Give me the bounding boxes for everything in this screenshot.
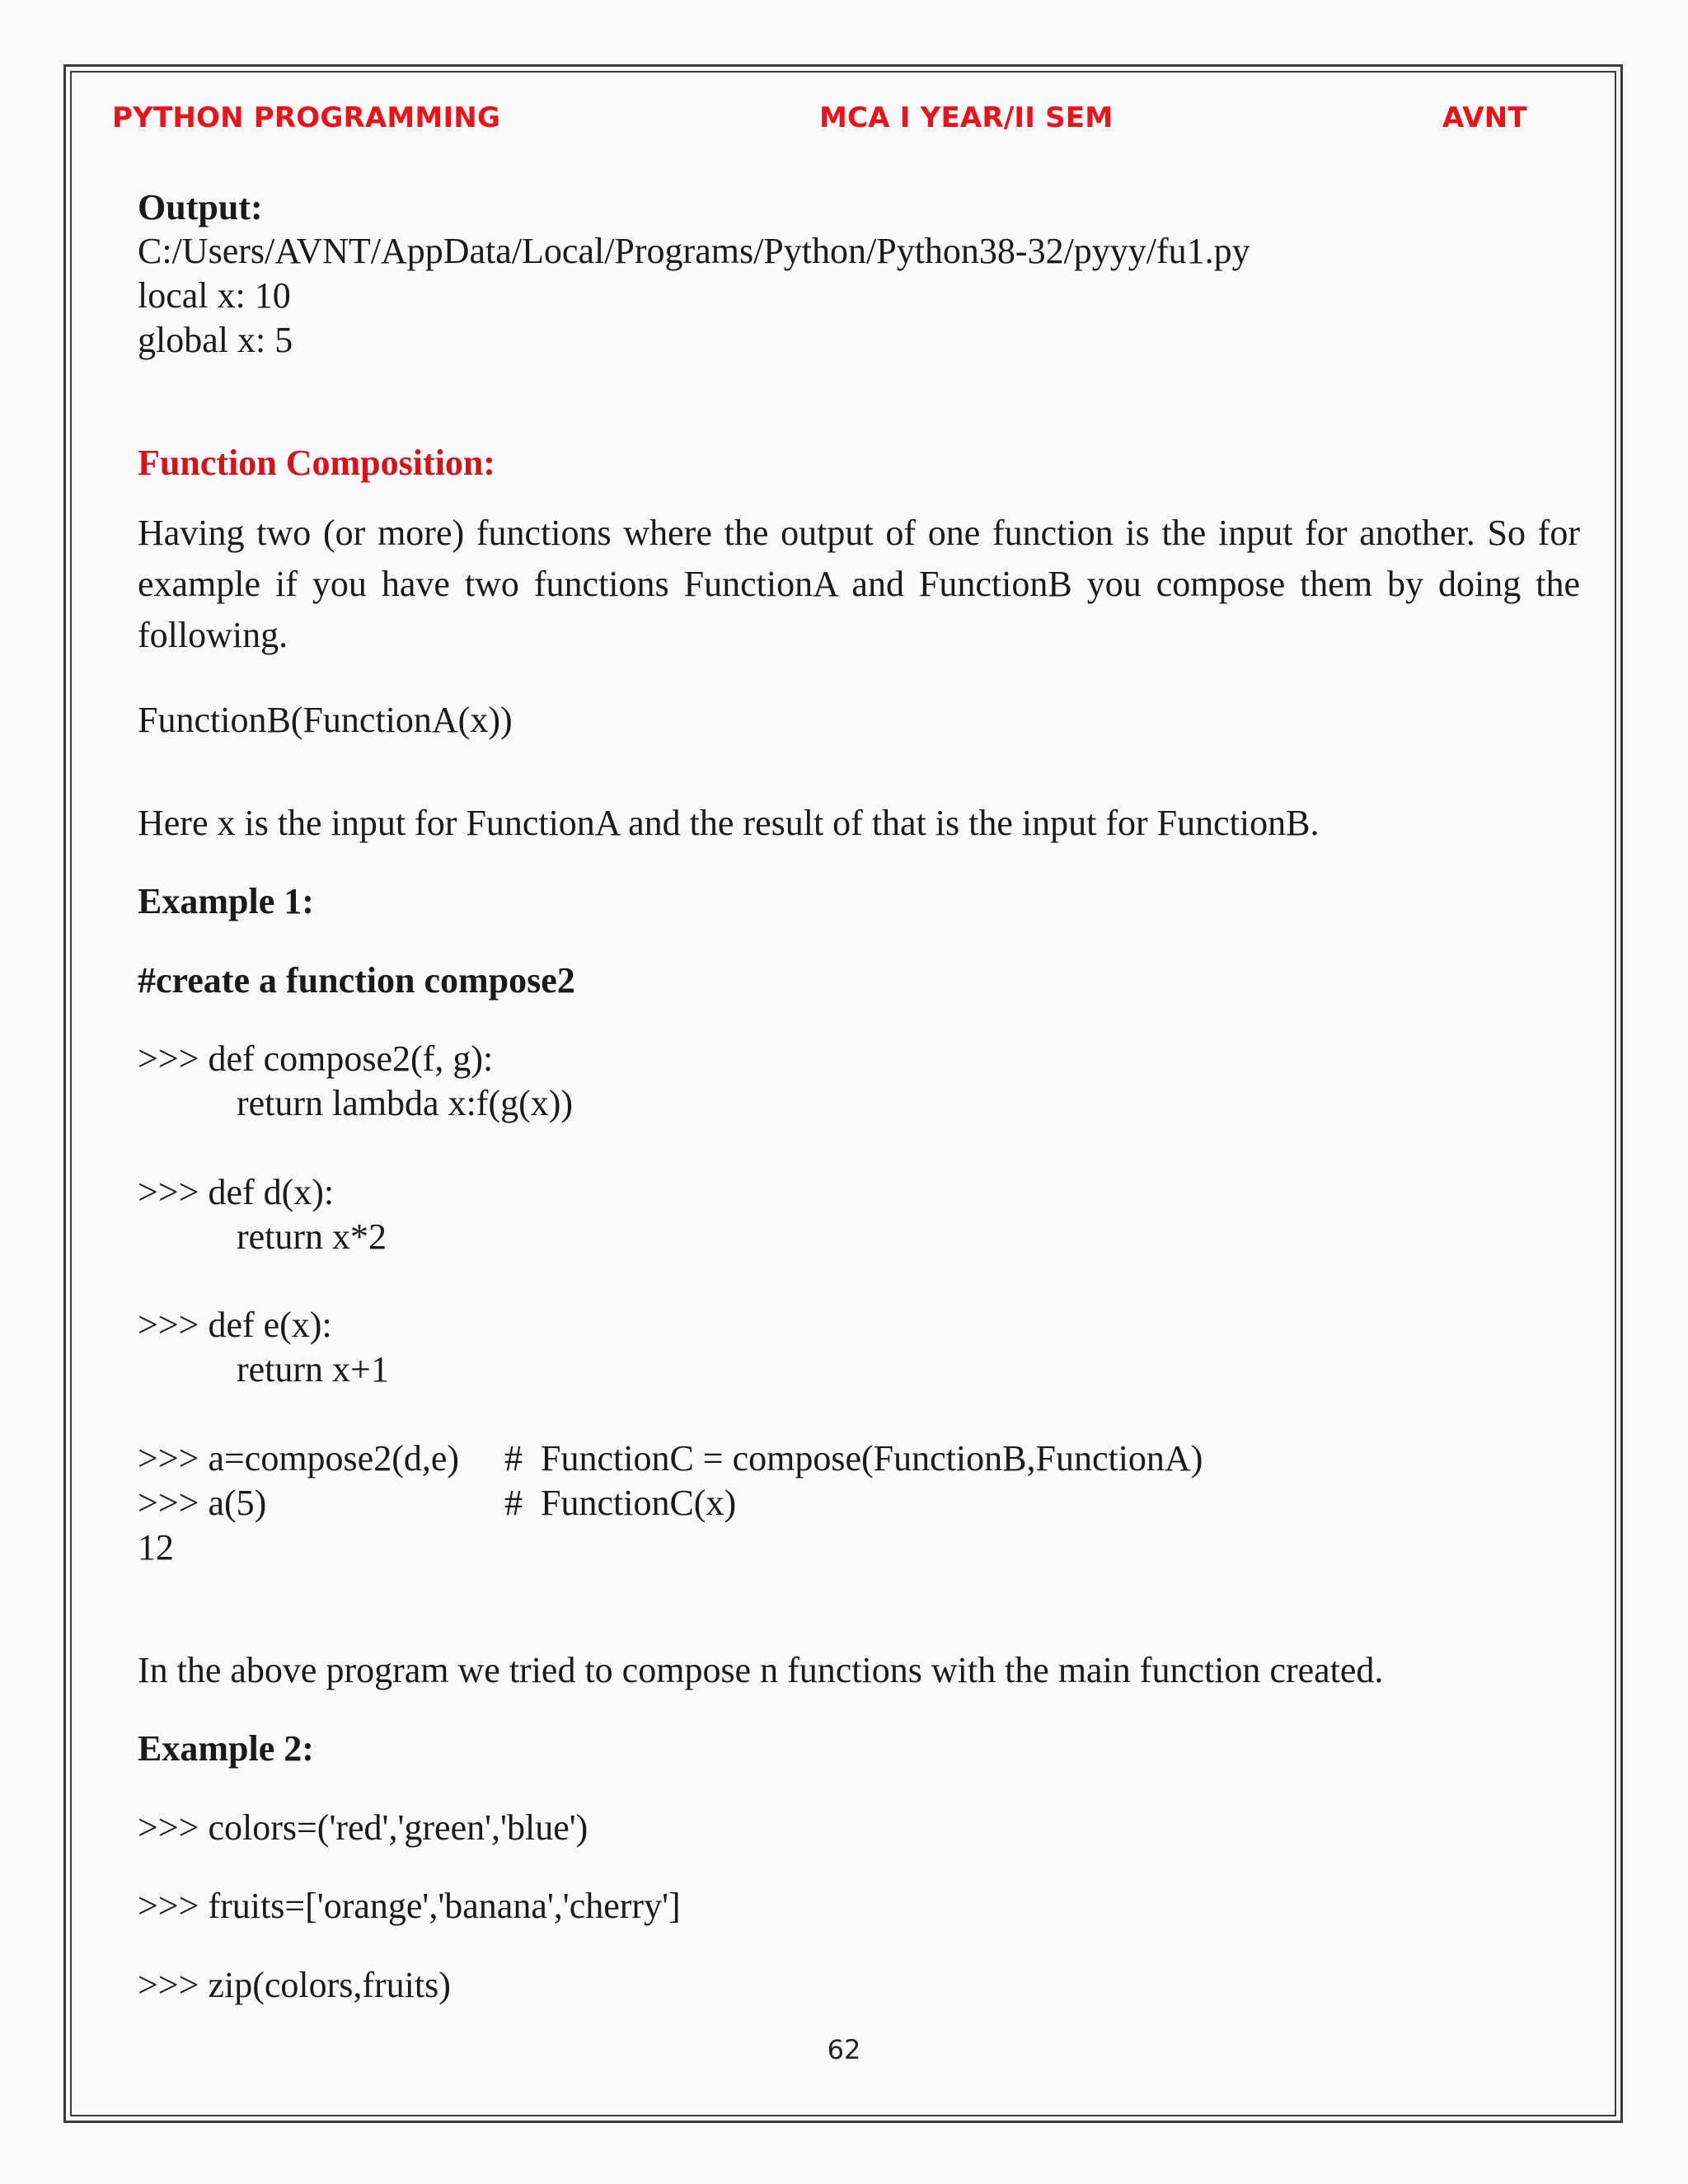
intro-paragraph: Having two (or more) functions where the output of one function is the input for another. So for example if you have two functions FunctionA and FunctionB you compose them by doing the following.: [138, 513, 1580, 655]
code-zip: >>> zip(colors,fruits): [138, 1965, 451, 2005]
code-assign-comment: # FunctionC = compose(FunctionB,FunctionA): [504, 1438, 1203, 1479]
code-call-comment: # FunctionC(x): [504, 1483, 737, 1523]
example2-heading: Example 2:: [138, 1728, 314, 1769]
code-fruits: >>> fruits=['orange','banana','cherry']: [138, 1886, 681, 1926]
code-call-a: >>> a(5): [138, 1483, 267, 1523]
code-return-d: return x*2: [237, 1216, 387, 1257]
code-return-e: return x+1: [237, 1349, 389, 1390]
code-colors: >>> colors=('red','green','blue'): [138, 1807, 588, 1848]
code-def-d: >>> def d(x):: [138, 1172, 335, 1212]
example1-heading: Example 1:: [138, 881, 314, 921]
header-course-title: PYTHON PROGRAMMING: [112, 101, 501, 134]
output-path: C:/Users/AVNT/AppData/Local/Programs/Python/Python38-32/pyyy/fu1.py: [138, 231, 1250, 271]
output-heading: Output:: [138, 187, 263, 227]
example1-comment: #create a function compose2: [138, 960, 575, 1001]
code-def-e: >>> def e(x):: [138, 1305, 332, 1345]
code-result: 12: [138, 1527, 174, 1568]
header-year-semester: MCA I YEAR/II SEM: [819, 101, 1114, 134]
code-def-compose2: >>> def compose2(f, g):: [138, 1038, 494, 1079]
output-local-line: local x: 10: [138, 275, 291, 316]
composition-formula: FunctionB(FunctionA(x)): [138, 700, 513, 740]
code-return-lambda: return lambda x:f(g(x)): [237, 1083, 574, 1123]
example1-note: In the above program we tried to compose n functions with the main function created.: [138, 1650, 1384, 1690]
output-global-line: global x: 5: [138, 320, 293, 360]
page-number: 62: [827, 2034, 861, 2065]
explanation-text: Here x is the input for FunctionA and the result of that is the input for FunctionB.: [138, 803, 1320, 843]
header-author: AVNT: [1442, 101, 1527, 134]
code-assign-compose: >>> a=compose2(d,e): [138, 1438, 460, 1479]
section-title: Function Composition:: [138, 443, 495, 483]
